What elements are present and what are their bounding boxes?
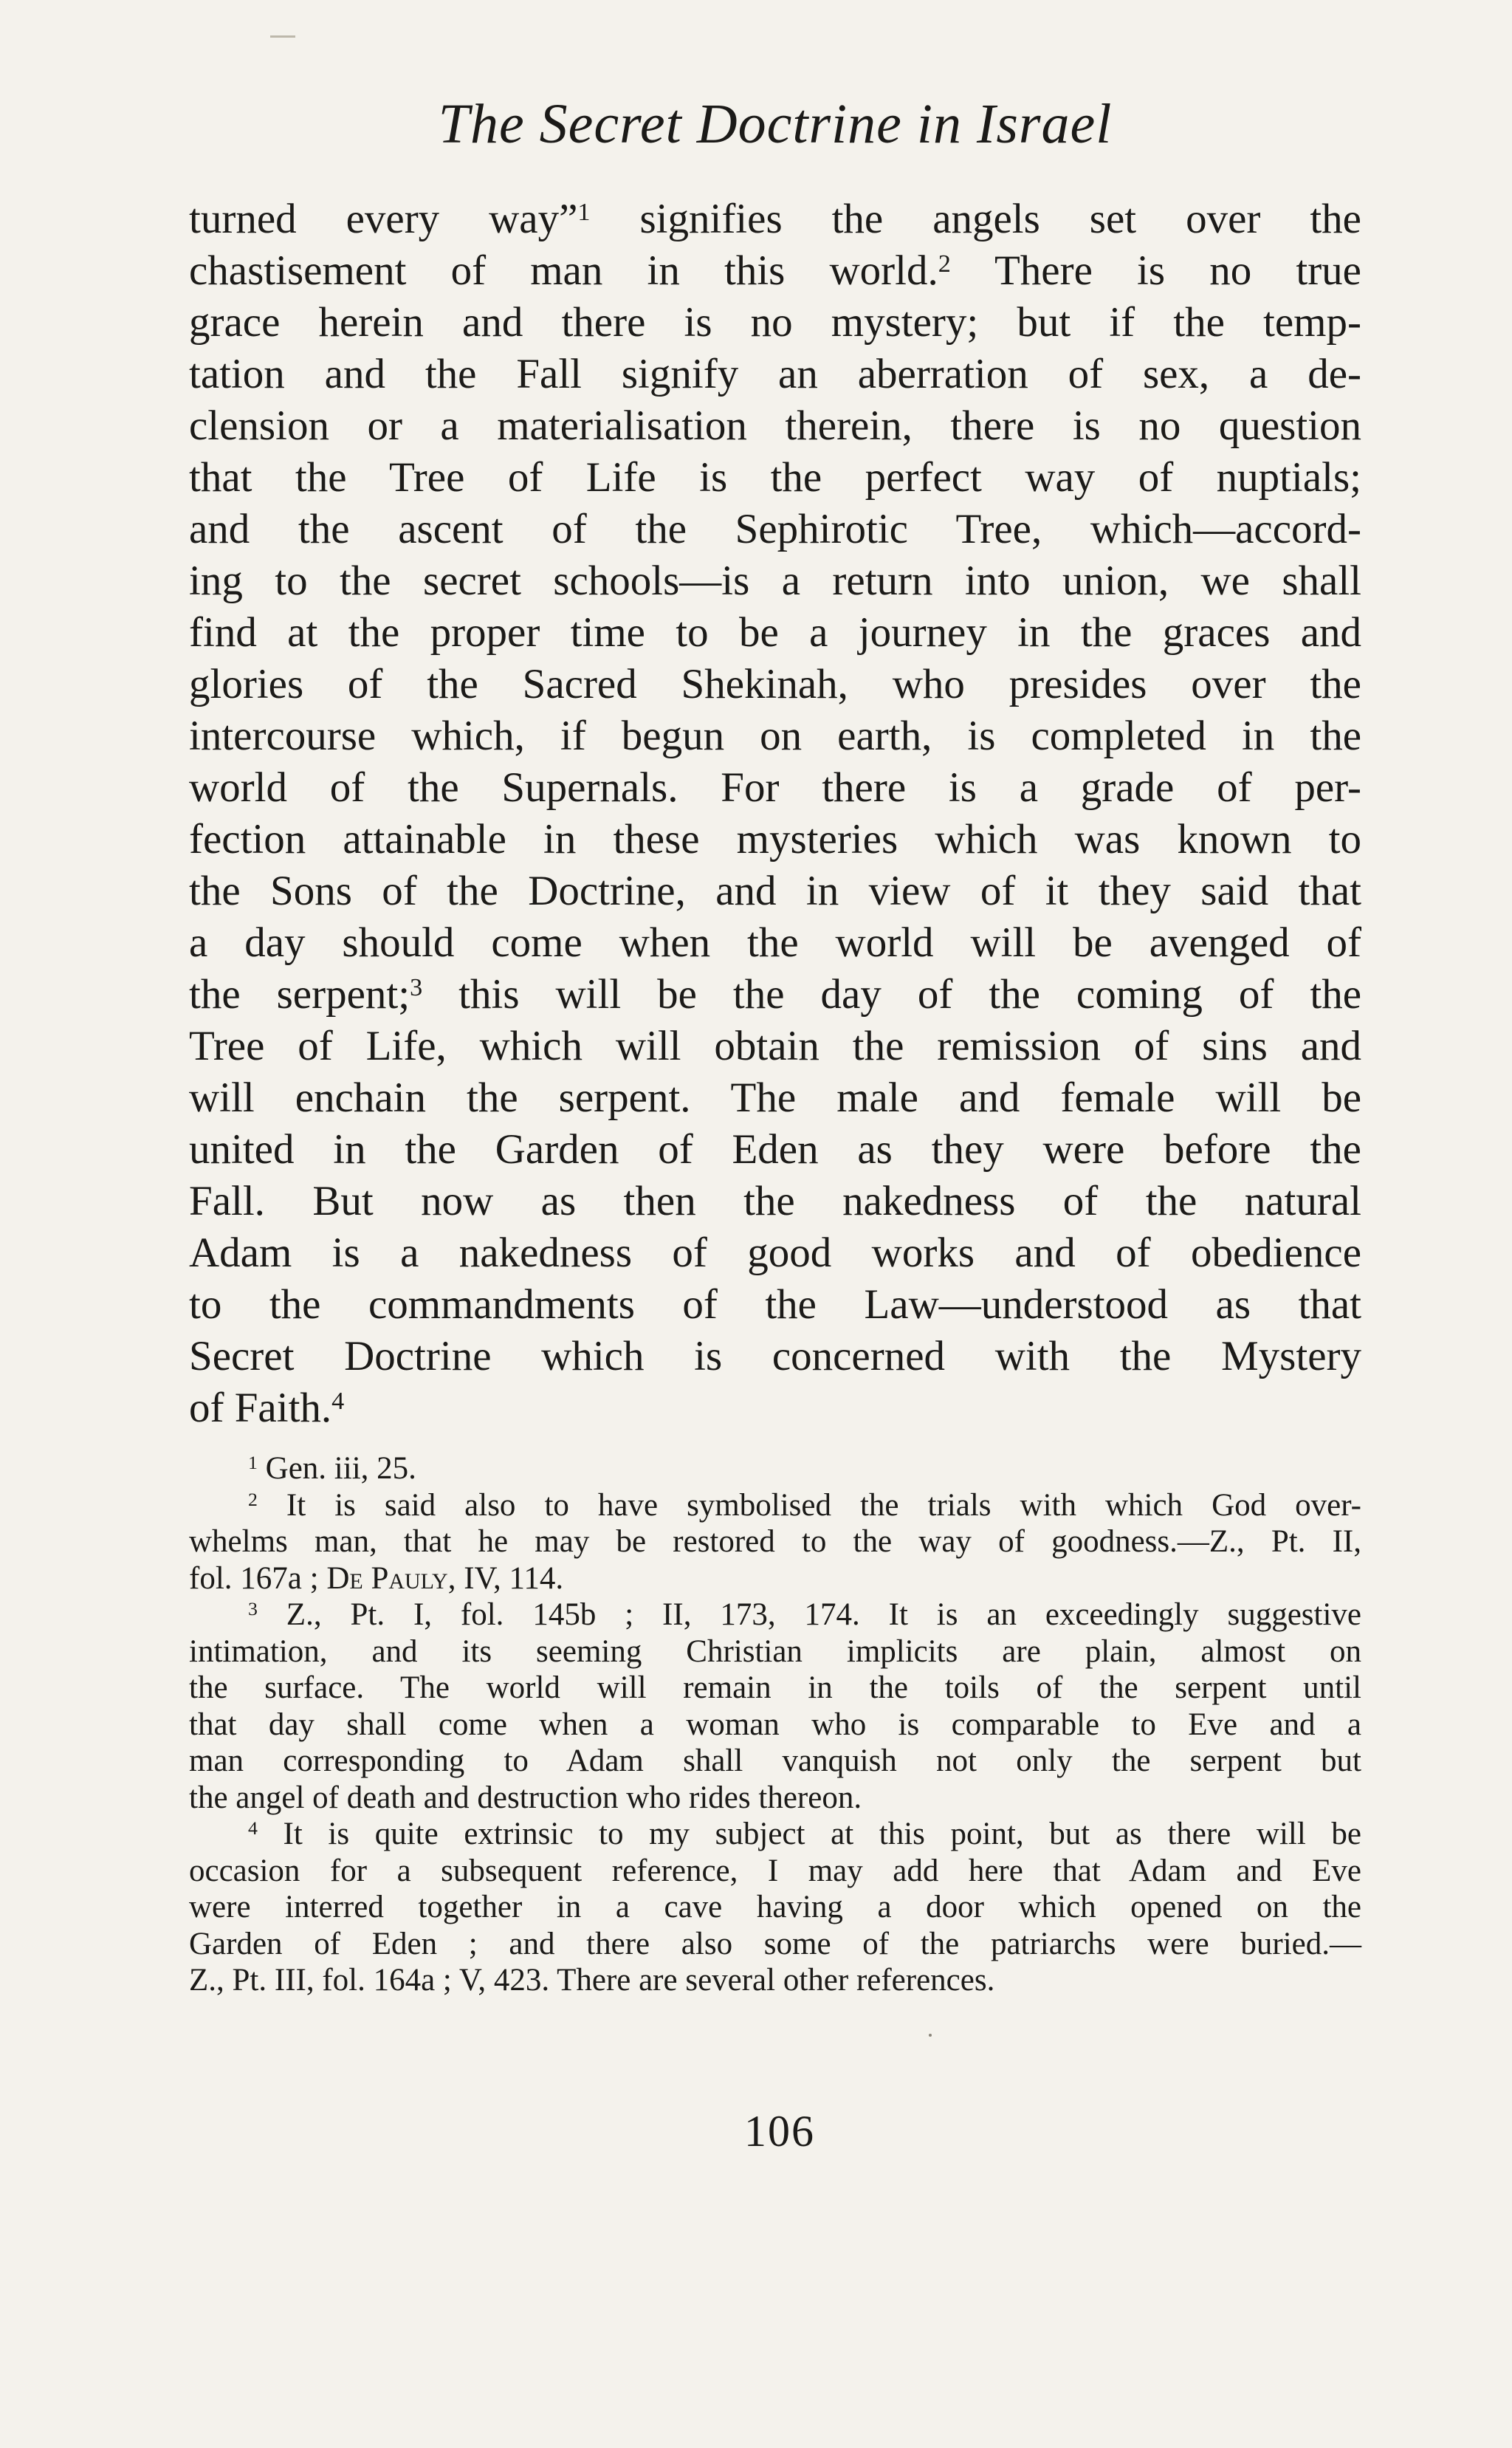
footnote-number: 3 bbox=[248, 1598, 258, 1620]
body-line-text: a day should come when the world will be avenged of bbox=[189, 919, 1361, 966]
body-line bbox=[189, 607, 1361, 659]
footnote-text: intimation, and its seeming Christian implicits are plain, almost on bbox=[189, 1633, 1361, 1669]
body-line bbox=[189, 452, 1361, 504]
body-line-text: world of the Supernals. For there is a grade of per- bbox=[189, 764, 1361, 811]
body-line-text: Secret Doctrine which is concerned with the Mystery bbox=[189, 1333, 1361, 1379]
body-line-text: Tree of Life, which will obtain the remission of sins and bbox=[189, 1023, 1361, 1069]
body-line bbox=[189, 555, 1361, 607]
footnote-number: 1 bbox=[248, 1452, 258, 1474]
footnotes bbox=[189, 1450, 1361, 1999]
footnote-text: whelms man, that he may be restored to the way of goodness.—Z., Pt. II, bbox=[189, 1524, 1361, 1559]
body-line-text: Fall. But now as then the nakedness of the natural bbox=[189, 1178, 1361, 1224]
body-line-text: find at the proper time to be a journey in the graces and bbox=[189, 609, 1361, 656]
body-line-text: the serpent; bbox=[189, 971, 410, 1018]
footnote-line bbox=[189, 1670, 1361, 1707]
body-line bbox=[189, 1176, 1361, 1227]
footnote-text: fol. 167a ; bbox=[189, 1560, 327, 1596]
body-line-text: turned every way” bbox=[189, 196, 578, 242]
body-line-text: that the Tree of Life is the perfect way of nuptials; bbox=[189, 454, 1361, 501]
footnote-line bbox=[189, 1560, 1361, 1597]
footnote-line bbox=[189, 1597, 1361, 1633]
body-line bbox=[189, 504, 1361, 555]
footnote-line bbox=[189, 1743, 1361, 1780]
footnote-text: were interred together in a cave having a door which opened on the bbox=[189, 1890, 1361, 1924]
body-text bbox=[189, 193, 1361, 1434]
footnote-line bbox=[189, 1816, 1361, 1853]
body-line-text: this will be the day of the coming of the bbox=[422, 971, 1361, 1018]
footnote-reference: 4 bbox=[331, 1387, 345, 1415]
author-name: De Pauly bbox=[326, 1560, 448, 1596]
body-line-text: There is no true bbox=[950, 247, 1361, 294]
body-line-text: chastisement of man in this world. bbox=[189, 247, 938, 294]
footnote-text: that day shall come when a woman who is comparable to Eve and a bbox=[189, 1707, 1361, 1742]
footnote-text: occasion for a subsequent reference, I may add here that Adam and Eve bbox=[189, 1853, 1361, 1888]
body-line-text: fection attainable in these mysteries which was known to bbox=[189, 816, 1361, 863]
running-head: The Secret Doctrine in Israel bbox=[438, 93, 1113, 155]
body-line-text: Adam is a nakedness of good works and of obedience bbox=[189, 1230, 1361, 1276]
footnote-text: man corresponding to Adam shall vanquish not only the serpent but bbox=[189, 1744, 1361, 1778]
body-line-text: and the ascent of the Sephirotic Tree, which—accord- bbox=[189, 506, 1361, 552]
footnote-text: Z., Pt. I, fol. 145b ; II, 173, 174. It is an exceedingly suggestive bbox=[257, 1597, 1361, 1632]
body-line-text: glories of the Sacred Shekinah, who presides over the bbox=[189, 661, 1361, 707]
body-line bbox=[189, 1331, 1361, 1382]
footnote-line bbox=[189, 1707, 1361, 1744]
footnote-line bbox=[189, 1853, 1361, 1890]
body-line-text: signifies the angels set over the bbox=[590, 196, 1361, 242]
body-line-text: to the commandments of the Law—understood as that bbox=[189, 1281, 1361, 1328]
body-line bbox=[189, 1227, 1361, 1279]
footnote-line bbox=[189, 1962, 1361, 1999]
body-line bbox=[189, 1124, 1361, 1176]
footnote-text: It is quite extrinsic to my subject at this point, but as there will be bbox=[257, 1817, 1361, 1851]
body-line bbox=[189, 297, 1361, 349]
body-line bbox=[189, 1072, 1361, 1124]
footnote-text: Z., Pt. III, fol. 164a ; V, 423. There are several other references. bbox=[189, 1963, 995, 1998]
footnote-number: 2 bbox=[248, 1488, 258, 1510]
body-line bbox=[189, 245, 1361, 297]
body-line bbox=[189, 762, 1361, 814]
body-line bbox=[189, 349, 1361, 400]
footnote-reference: 3 bbox=[410, 973, 423, 1001]
footnote-line bbox=[189, 1487, 1361, 1524]
body-line-text: will enchain the serpent. The male and female will be bbox=[189, 1074, 1361, 1121]
body-line bbox=[189, 917, 1361, 969]
body-line bbox=[189, 193, 1361, 245]
page-number: 106 bbox=[744, 2107, 815, 2156]
footnote-reference: 2 bbox=[938, 250, 951, 278]
body-line-text: clension or a materialisation therein, there is no question bbox=[189, 402, 1361, 449]
body-line-text: of Faith. bbox=[189, 1385, 332, 1431]
footnote-text: the angel of death and destruction who rides thereon. bbox=[189, 1780, 862, 1815]
footnote-line bbox=[189, 1926, 1361, 1963]
top-rule bbox=[270, 35, 295, 38]
footnote-reference: 1 bbox=[577, 198, 591, 226]
footnote-line bbox=[189, 1523, 1361, 1560]
body-line-text: intercourse which, if begun on earth, is completed in the bbox=[189, 713, 1361, 759]
footnote-text: the surface. The world will remain in the toils of the serpent until bbox=[189, 1670, 1361, 1705]
body-line bbox=[189, 814, 1361, 865]
body-line-text: ing to the secret schools—is a return into union, we shall bbox=[189, 558, 1361, 604]
body-line bbox=[189, 1021, 1361, 1072]
body-line bbox=[189, 1279, 1361, 1331]
body-line-text: united in the Garden of Eden as they were before the bbox=[189, 1126, 1361, 1173]
body-line bbox=[189, 400, 1361, 452]
body-line bbox=[189, 1382, 1361, 1434]
footnote-text: , IV, 114. bbox=[447, 1560, 564, 1596]
body-line-text: grace herein and there is no mystery; but if the temp- bbox=[189, 299, 1361, 346]
footnote-line bbox=[189, 1633, 1361, 1670]
body-line bbox=[189, 865, 1361, 917]
body-line-text: the Sons of the Doctrine, and in view of it they said that bbox=[189, 868, 1361, 914]
footnote-line bbox=[189, 1889, 1361, 1926]
printer-mark bbox=[929, 2034, 932, 2037]
footnote-text: Gen. iii, 25. bbox=[257, 1451, 416, 1486]
body-line bbox=[189, 710, 1361, 762]
body-line bbox=[189, 969, 1361, 1021]
footnote-text: It is said also to have symbolised the trials with which God over- bbox=[257, 1487, 1361, 1523]
body-line-text: tation and the Fall signify an aberration of sex, a de- bbox=[189, 351, 1361, 397]
footnote-text: Garden of Eden ; and there also some of the patriarchs were buried.— bbox=[189, 1926, 1361, 1961]
footnote-line bbox=[189, 1450, 1361, 1487]
body-line bbox=[189, 659, 1361, 710]
footnote-number: 4 bbox=[248, 1817, 258, 1840]
footnote-line bbox=[189, 1780, 1361, 1817]
